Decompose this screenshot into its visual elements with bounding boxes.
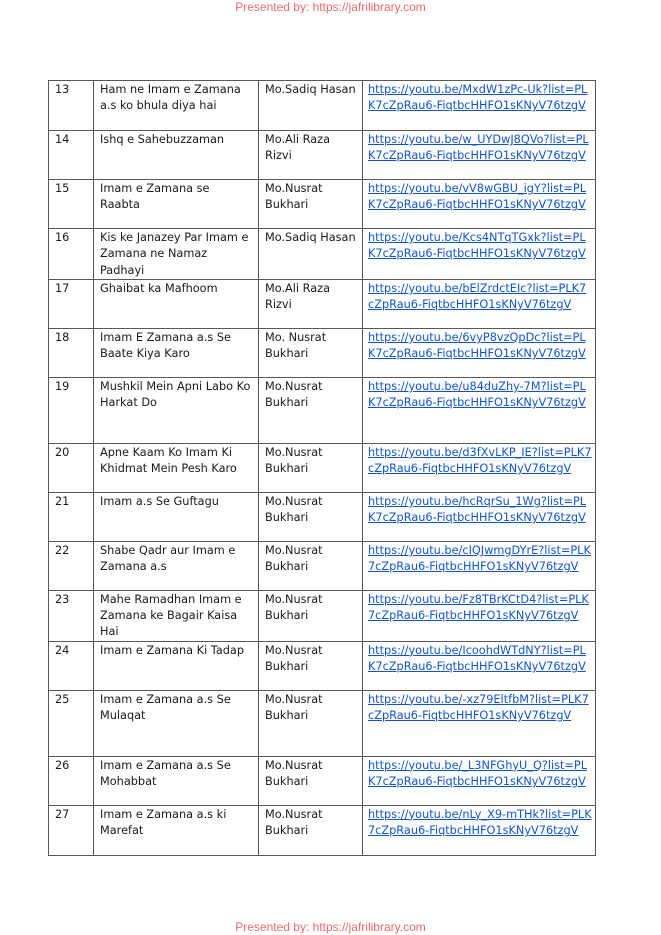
- row-number: 20: [49, 443, 94, 492]
- table-row: [49, 590, 596, 641]
- table-row: [49, 81, 596, 131]
- table-row: [49, 492, 596, 541]
- row-number: 25: [49, 690, 94, 756]
- row-number: 27: [49, 805, 94, 855]
- row-title: Imam e Zamana a.s ki Marefat: [94, 805, 259, 855]
- row-number: 18: [49, 328, 94, 377]
- row-speaker: Mo.Sadiq Hasan: [259, 229, 363, 280]
- row-title: Kis ke Janazey Par Imam e Zamana ne Namaz Padhayi: [94, 229, 259, 280]
- row-video-link[interactable]: https://youtu.be/d3fXvLKP_IE?list=PLK7cZpRau6-FiqtbcHHFO1sKNyV76tzgV: [363, 443, 596, 492]
- table-row: [49, 377, 596, 443]
- row-speaker: Mo.Nusrat Bukhari: [259, 443, 363, 492]
- row-video-link[interactable]: https://youtu.be/Kcs4NTqTGxk?list=PLK7cZpRau6-FiqtbcHHFO1sKNyV76tzgV: [363, 229, 596, 280]
- header-presented-by[interactable]: Presented by: https://jafrilibrary.com: [235, 0, 426, 14]
- row-video-link[interactable]: https://youtu.be/Fz8TBrKCtD4?list=PLK7cZpRau6-FiqtbcHHFO1sKNyV76tzgV: [363, 590, 596, 641]
- row-speaker: Mo.Nusrat Bukhari: [259, 756, 363, 805]
- row-speaker: Mo.Nusrat Bukhari: [259, 180, 363, 229]
- table-row: [49, 443, 596, 492]
- table-row: [49, 229, 596, 280]
- row-number: 15: [49, 180, 94, 229]
- video-list-table: [48, 80, 596, 856]
- row-number: 14: [49, 131, 94, 180]
- row-video-link[interactable]: https://youtu.be/vV8wGBU_igY?list=PLK7cZpRau6-FiqtbcHHFO1sKNyV76tzgV: [363, 180, 596, 229]
- row-title: Mushkil Mein Apni Labo Ko Harkat Do: [94, 377, 259, 443]
- row-number: 21: [49, 492, 94, 541]
- row-speaker: Mo.Nusrat Bukhari: [259, 377, 363, 443]
- row-title: Ham ne Imam e Zamana a.s ko bhula diya hai: [94, 81, 259, 131]
- table-row: [49, 805, 596, 855]
- row-speaker: Mo.Nusrat Bukhari: [259, 492, 363, 541]
- row-video-link[interactable]: https://youtu.be/cIQJwmgDYrE?list=PLK7cZpRau6-FiqtbcHHFO1sKNyV76tzgV: [363, 541, 596, 590]
- row-number: 22: [49, 541, 94, 590]
- footer-presented-by[interactable]: Presented by: https://jafrilibrary.com: [235, 920, 426, 934]
- row-video-link[interactable]: https://youtu.be/IcoohdWTdNY?list=PLK7cZpRau6-FiqtbcHHFO1sKNyV76tzgV: [363, 641, 596, 690]
- row-number: 19: [49, 377, 94, 443]
- row-video-link[interactable]: https://youtu.be/-xz79EltfbM?list=PLK7cZpRau6-FiqtbcHHFO1sKNyV76tzgV: [363, 690, 596, 756]
- row-title: Imam e Zamana Ki Tadap: [94, 641, 259, 690]
- table-row: [49, 641, 596, 690]
- row-title: Apne Kaam Ko Imam Ki Khidmat Mein Pesh Karo: [94, 443, 259, 492]
- row-speaker: Mo.Nusrat Bukhari: [259, 541, 363, 590]
- row-title: Ishq e Sahebuzzaman: [94, 131, 259, 180]
- row-speaker: Mo.Sadiq Hasan: [259, 81, 363, 131]
- row-video-link[interactable]: https://youtu.be/MxdW1zPc-Uk?list=PLK7cZpRau6-FiqtbcHHFO1sKNyV76tzgV: [363, 81, 596, 131]
- table-row: [49, 328, 596, 377]
- row-video-link[interactable]: https://youtu.be/6vyP8vzQpDc?list=PLK7cZpRau6-FiqtbcHHFO1sKNyV76tzgV: [363, 328, 596, 377]
- table-row: [49, 131, 596, 180]
- row-video-link[interactable]: https://youtu.be/hcRqrSu_1Wg?list=PLK7cZpRau6-FiqtbcHHFO1sKNyV76tzgV: [363, 492, 596, 541]
- row-title: Shabe Qadr aur Imam e Zamana a.s: [94, 541, 259, 590]
- row-title: Ghaibat ka Mafhoom: [94, 279, 259, 328]
- row-speaker: Mo.Nusrat Bukhari: [259, 590, 363, 641]
- row-title: Imam e Zamana a.s Se Mulaqat: [94, 690, 259, 756]
- table-row: [49, 690, 596, 756]
- row-title: Imam a.s Se Guftagu: [94, 492, 259, 541]
- row-speaker: Mo.Ali Raza Rizvi: [259, 131, 363, 180]
- row-video-link[interactable]: https://youtu.be/bElZrdctEIc?list=PLK7cZpRau6-FiqtbcHHFO1sKNyV76tzgV: [363, 279, 596, 328]
- table-row: [49, 541, 596, 590]
- row-title: Imam e Zamana se Raabta: [94, 180, 259, 229]
- table-row: [49, 180, 596, 229]
- row-number: 16: [49, 229, 94, 280]
- row-video-link[interactable]: https://youtu.be/_L3NFGhyU_Q?list=PLK7cZpRau6-FiqtbcHHFO1sKNyV76tzgV: [363, 756, 596, 805]
- row-speaker: Mo.Nusrat Bukhari: [259, 641, 363, 690]
- table-row: [49, 279, 596, 328]
- row-number: 13: [49, 81, 94, 131]
- row-number: 17: [49, 279, 94, 328]
- row-video-link[interactable]: https://youtu.be/nLy_X9-mTHk?list=PLK7cZpRau6-FiqtbcHHFO1sKNyV76tzgV: [363, 805, 596, 855]
- row-speaker: Mo.Nusrat Bukhari: [259, 690, 363, 756]
- row-title: Mahe Ramadhan Imam e Zamana ke Bagair Kaisa Hai: [94, 590, 259, 641]
- table-row: [49, 756, 596, 805]
- row-speaker: Mo. Nusrat Bukhari: [259, 328, 363, 377]
- row-number: 24: [49, 641, 94, 690]
- row-speaker: Mo.Ali Raza Rizvi: [259, 279, 363, 328]
- row-title: Imam e Zamana a.s Se Mohabbat: [94, 756, 259, 805]
- row-number: 23: [49, 590, 94, 641]
- row-video-link[interactable]: https://youtu.be/u84duZhy-7M?list=PLK7cZpRau6-FiqtbcHHFO1sKNyV76tzgV: [363, 377, 596, 443]
- row-speaker: Mo.Nusrat Bukhari: [259, 805, 363, 855]
- row-number: 26: [49, 756, 94, 805]
- row-video-link[interactable]: https://youtu.be/w_UYDwJ8QVo?list=PLK7cZpRau6-FiqtbcHHFO1sKNyV76tzgV: [363, 131, 596, 180]
- row-title: Imam E Zamana a.s Se Baate Kiya Karo: [94, 328, 259, 377]
